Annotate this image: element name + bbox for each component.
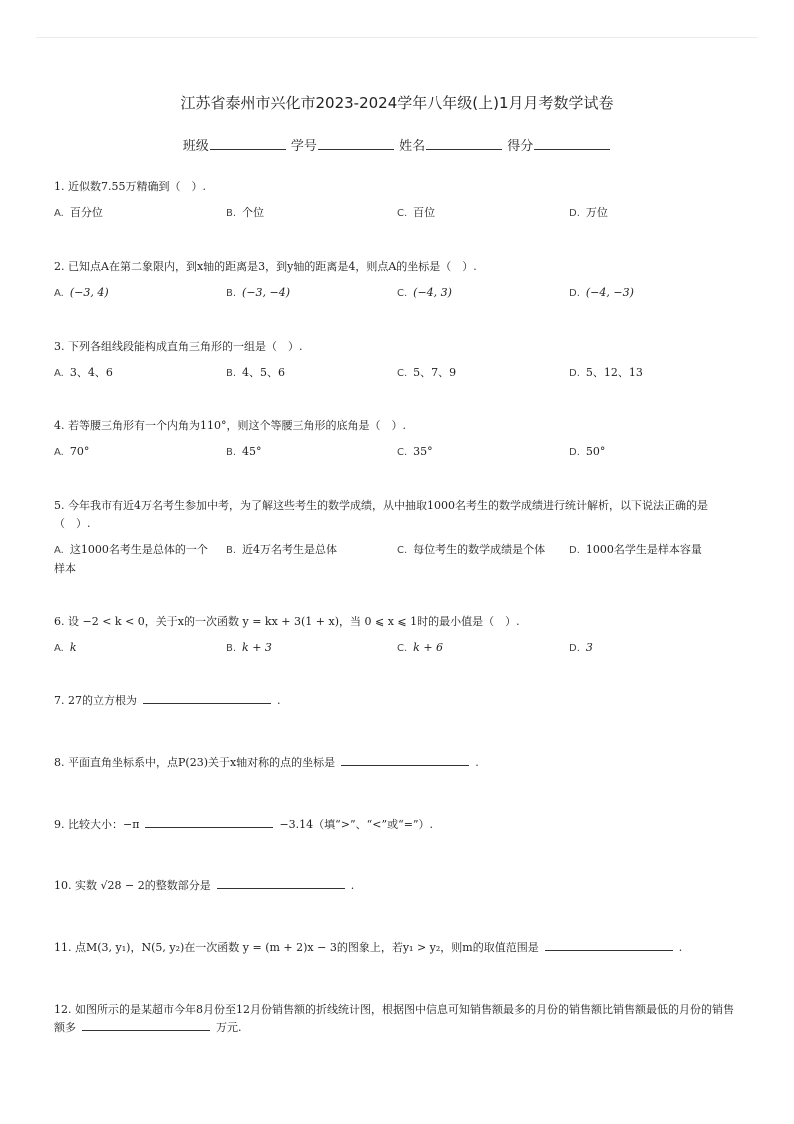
question-3 [54, 338, 744, 356]
option-c[interactable]: C. 百位 [397, 206, 436, 219]
question-11: 11. 点M(3, y₁)，N(5, y₂)在一次函数 y = (m + 2)x − 3的图象上，若y₁ > y₂，则m的取值范围是 . [54, 941, 683, 954]
option-a[interactable]: A. (−3, 4) [54, 286, 109, 299]
question-9: 9. 比较大小：−π −3.14（填“>”、“<”或“=”）. [54, 818, 434, 831]
question-stem: 平面直角坐标系中，点P(23)关于x轴对称的点的坐标是 [68, 756, 336, 769]
option-a[interactable]: A. k [54, 641, 77, 654]
option-d[interactable]: D. 万位 [569, 206, 608, 219]
question-number: 4. [54, 419, 65, 432]
question-1 [54, 178, 744, 196]
question-number: 3. [54, 340, 65, 353]
question-5-options [54, 541, 754, 575]
option-b[interactable]: B. 近4万名考生是总体 [226, 543, 338, 556]
option-c[interactable]: C. 5、7、9 [397, 366, 457, 379]
option-a[interactable]: A. 70° [54, 445, 90, 458]
question-stem: 27的立方根为 [68, 694, 137, 707]
field-name-label: 姓名 [399, 139, 426, 154]
field-class-label: 班级 [182, 139, 209, 154]
question-number: 1. [54, 180, 65, 193]
question-number: 2. [54, 260, 65, 273]
option-d[interactable]: D. (−4, −3) [569, 286, 634, 299]
question-8: 8. 平面直角坐标系中，点P(23)关于x轴对称的点的坐标是 . [54, 756, 479, 769]
option-a[interactable]: A. 这1000名考生是总体的一个样本 [54, 543, 208, 575]
question-10: 10. 实数 √28 − 2的整数部分是 . [54, 879, 355, 892]
answer-blank[interactable] [143, 693, 271, 704]
question-number: 12. [54, 1003, 72, 1016]
field-score-blank[interactable] [534, 138, 610, 150]
question-stem: 若等腰三角形有一个内角为110°，则这个等腰三角形的底角是（ ）. [68, 419, 406, 432]
option-b[interactable]: B. 4、5、6 [226, 366, 286, 379]
option-b[interactable]: B. 45° [226, 445, 262, 458]
question-3-options [54, 364, 754, 398]
question-number: 5. [54, 499, 65, 512]
option-d[interactable]: D. 1000名学生是样本容量 [569, 543, 702, 556]
question-6 [54, 613, 744, 631]
question-stem: 实数 √28 − 2的整数部分是 [75, 879, 211, 892]
option-d[interactable]: D. 3 [569, 641, 593, 654]
student-info-line [0, 135, 794, 154]
question-stem: 今年我市有近4万名考生参加中考，为了解这些考生的数学成绩，从中抽取1000名考生的数学成绩进行统计解析，以下说法正确的是（ ）. [54, 499, 708, 530]
question-stem: 设 −2 < k < 0，关于x的一次函数 y = kx + 3(1 + x)，当 0 ⩽ x ⩽ 1时的最小值是（ ）. [68, 615, 520, 628]
question-stem: 近似数7.55万精确到（ ）. [68, 180, 206, 193]
option-b[interactable]: B. (−3, −4) [226, 286, 291, 299]
answer-blank[interactable] [341, 755, 469, 766]
field-id-blank[interactable] [318, 138, 394, 150]
question-4-options [54, 443, 754, 477]
question-1-options [54, 204, 754, 238]
question-4 [54, 417, 744, 435]
question-number: 6. [54, 615, 65, 628]
question-number: 8. [54, 756, 65, 769]
question-6-options [54, 639, 754, 673]
question-number: 7. [54, 694, 65, 707]
option-d[interactable]: D. 5、12、13 [569, 366, 643, 379]
question-stem: 点M(3, y₁)，N(5, y₂)在一次函数 y = (m + 2)x − 3的图象上，若y₁ > y₂，则m的取值范围是 [75, 941, 539, 954]
answer-blank[interactable] [217, 878, 345, 889]
question-stem: 比较大小：−π [68, 818, 140, 831]
exam-title: 江苏省泰州市兴化市2023-2024学年八年级(上)1月月考数学试卷 [180, 94, 614, 112]
option-b[interactable]: B. 个位 [226, 206, 265, 219]
field-id-label: 学号 [290, 139, 317, 154]
answer-blank[interactable] [545, 940, 673, 951]
question-number: 10. [54, 879, 72, 892]
question-7: 7. 27的立方根为 . [54, 694, 281, 707]
field-score-label: 得分 [507, 139, 534, 154]
field-name-blank[interactable] [426, 138, 502, 150]
question-12: 12. 如图所示的是某超市今年8月份至12月份销售额的折线统计图，根据图中信息可知销售额最多的月份的销售额比销售额最低的月份的销售额多 万元. [54, 1003, 734, 1034]
question-2-options [54, 284, 754, 318]
option-c[interactable]: C. k + 6 [397, 641, 444, 654]
answer-blank[interactable] [145, 817, 273, 828]
option-c[interactable]: C. 35° [397, 445, 433, 458]
question-stem: 已知点A在第二象限内，到x轴的距离是3，到y轴的距离是4，则点A的坐标是（ ）. [68, 260, 477, 273]
option-a[interactable]: A. 3、4、6 [54, 366, 113, 379]
question-number: 11. [54, 941, 72, 954]
field-class-blank[interactable] [210, 138, 286, 150]
question-stem: 下列各组线段能构成直角三角形的一组是（ ）. [68, 340, 303, 353]
option-d[interactable]: D. 50° [569, 445, 606, 458]
question-2 [54, 258, 744, 276]
page-top-rule [36, 37, 758, 38]
option-c[interactable]: C. (−4, 3) [397, 286, 452, 299]
option-a[interactable]: A. 百分位 [54, 206, 103, 219]
answer-blank[interactable] [82, 1020, 210, 1031]
question-5 [54, 497, 740, 533]
option-c[interactable]: C. 每位考生的数学成绩是个体 [397, 543, 546, 556]
question-stem: 如图所示的是某超市今年8月份至12月份销售额的折线统计图，根据图中信息可知销售额最多的月份的销售额比销售额最低的月份的销售额多 [54, 1003, 734, 1034]
option-b[interactable]: B. k + 3 [226, 641, 272, 654]
question-number: 9. [54, 818, 65, 831]
